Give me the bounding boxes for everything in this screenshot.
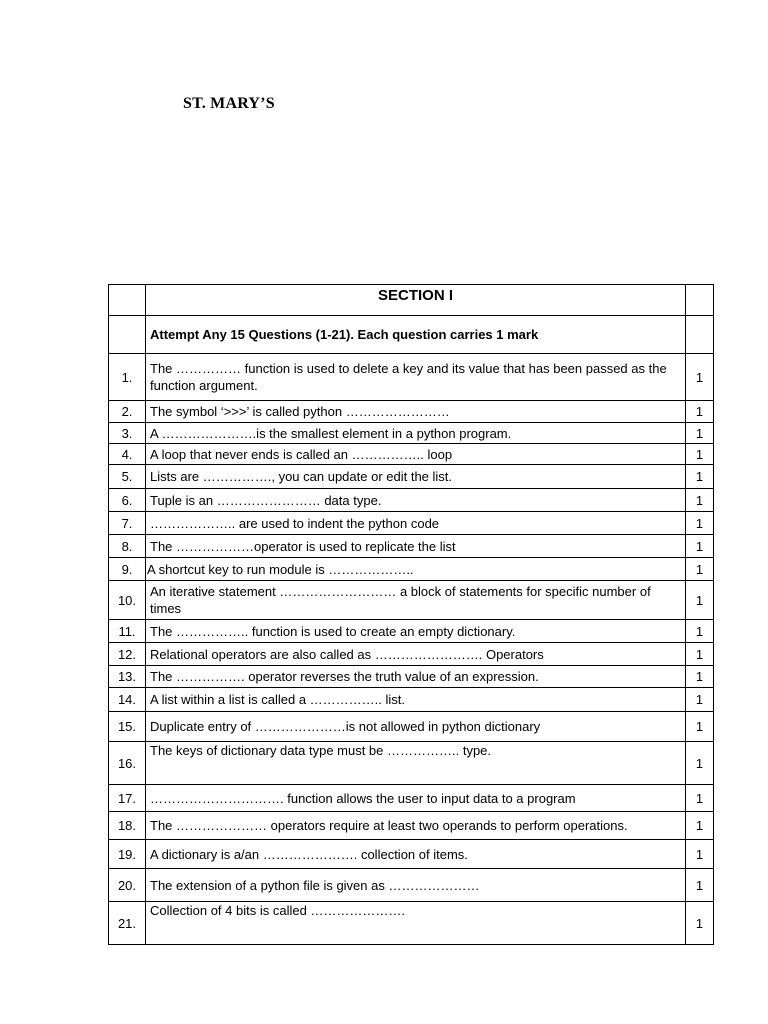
question-text: The keys of dictionary data type must be …………….. type. [146,742,686,785]
question-text: The ………………operator is used to replicate the list [146,535,686,558]
question-row [109,869,714,902]
question-number: 12. [109,643,146,666]
question-text: ……………….. are used to indent the python code [146,512,686,535]
question-number: 1. [109,354,146,401]
question-text: The extension of a python file is given as ………………… [146,869,686,902]
question-text: A ………………….is the smallest element in a python program. [146,423,686,444]
question-number: 7. [109,512,146,535]
question-mark: 1 [686,489,714,512]
question-number: 13. [109,666,146,688]
question-number: 2. [109,401,146,423]
question-mark: 1 [686,688,714,712]
question-row [109,354,714,401]
school-name: ST. MARY’S [183,95,275,112]
section-title-row [109,285,714,316]
question-row [109,444,714,465]
question-text: The symbol ‘>>>’ is called python …………………… [146,401,686,423]
question-text: The …………… function is used to delete a key and its value that has been passed as the function argument. [146,354,686,401]
question-mark: 1 [686,812,714,840]
question-number: 19. [109,840,146,869]
question-text: The ……………. operator reverses the truth value of an expression. [146,666,686,688]
question-row [109,785,714,812]
section-title: SECTION I [146,285,686,316]
question-text: Collection of 4 bits is called …………………. [146,902,686,945]
question-number: 11. [109,620,146,643]
question-mark: 1 [686,354,714,401]
question-row [109,643,714,666]
question-text: …………………………. function allows the user to input data to a program [146,785,686,812]
question-number: 6. [109,489,146,512]
question-row [109,512,714,535]
question-row [109,712,714,742]
question-text: A loop that never ends is called an …………….. loop [146,444,686,465]
blank-cell [686,316,714,354]
question-mark: 1 [686,666,714,688]
question-table [108,284,714,945]
question-text: A shortcut key to run module is ……………….. [146,558,686,581]
question-number: 18. [109,812,146,840]
question-number: 8. [109,535,146,558]
question-text: Lists are ……………., you can update or edit the list. [146,465,686,489]
question-row [109,423,714,444]
question-number: 17. [109,785,146,812]
blank-cell [686,285,714,316]
question-mark: 1 [686,643,714,666]
question-row [109,620,714,643]
question-row [109,840,714,869]
question-row [109,489,714,512]
question-text: Relational operators are also called as ……………………. Operators [146,643,686,666]
question-mark: 1 [686,742,714,785]
question-number: 5. [109,465,146,489]
question-text: A dictionary is a/an …………………. collection of items. [146,840,686,869]
question-mark: 1 [686,840,714,869]
instruction-row [109,316,714,354]
question-mark: 1 [686,902,714,945]
question-mark: 1 [686,620,714,643]
question-mark: 1 [686,869,714,902]
question-mark: 1 [686,512,714,535]
question-number: 21. [109,902,146,945]
question-row [109,535,714,558]
question-mark: 1 [686,535,714,558]
question-number: 14. [109,688,146,712]
question-mark: 1 [686,581,714,620]
question-text: The ………………… operators require at least two operands to perform operations. [146,812,686,840]
question-text: The …………….. function is used to create an empty dictionary. [146,620,686,643]
question-row [109,401,714,423]
question-mark: 1 [686,712,714,742]
question-row [109,666,714,688]
question-text: Duplicate entry of …………………is not allowed in python dictionary [146,712,686,742]
question-row [109,902,714,945]
question-number: 9. [109,558,146,581]
question-mark: 1 [686,444,714,465]
question-mark: 1 [686,558,714,581]
question-mark: 1 [686,465,714,489]
question-row [109,465,714,489]
question-row [109,558,714,581]
question-row [109,812,714,840]
question-number: 20. [109,869,146,902]
question-mark: 1 [686,785,714,812]
question-number: 10. [109,581,146,620]
question-row [109,688,714,712]
question-number: 3. [109,423,146,444]
question-number: 4. [109,444,146,465]
question-row [109,742,714,785]
question-mark: 1 [686,423,714,444]
question-text: Tuple is an …………………… data type. [146,489,686,512]
question-number: 15. [109,712,146,742]
blank-cell [109,285,146,316]
section-instruction: Attempt Any 15 Questions (1-21). Each question carries 1 mark [146,316,686,354]
question-text: A list within a list is called a …………….. list. [146,688,686,712]
question-text: An iterative statement ……………………… a block of statements for specific number of times [146,581,686,620]
question-mark: 1 [686,401,714,423]
question-number: 16. [109,742,146,785]
blank-cell [109,316,146,354]
question-row [109,581,714,620]
